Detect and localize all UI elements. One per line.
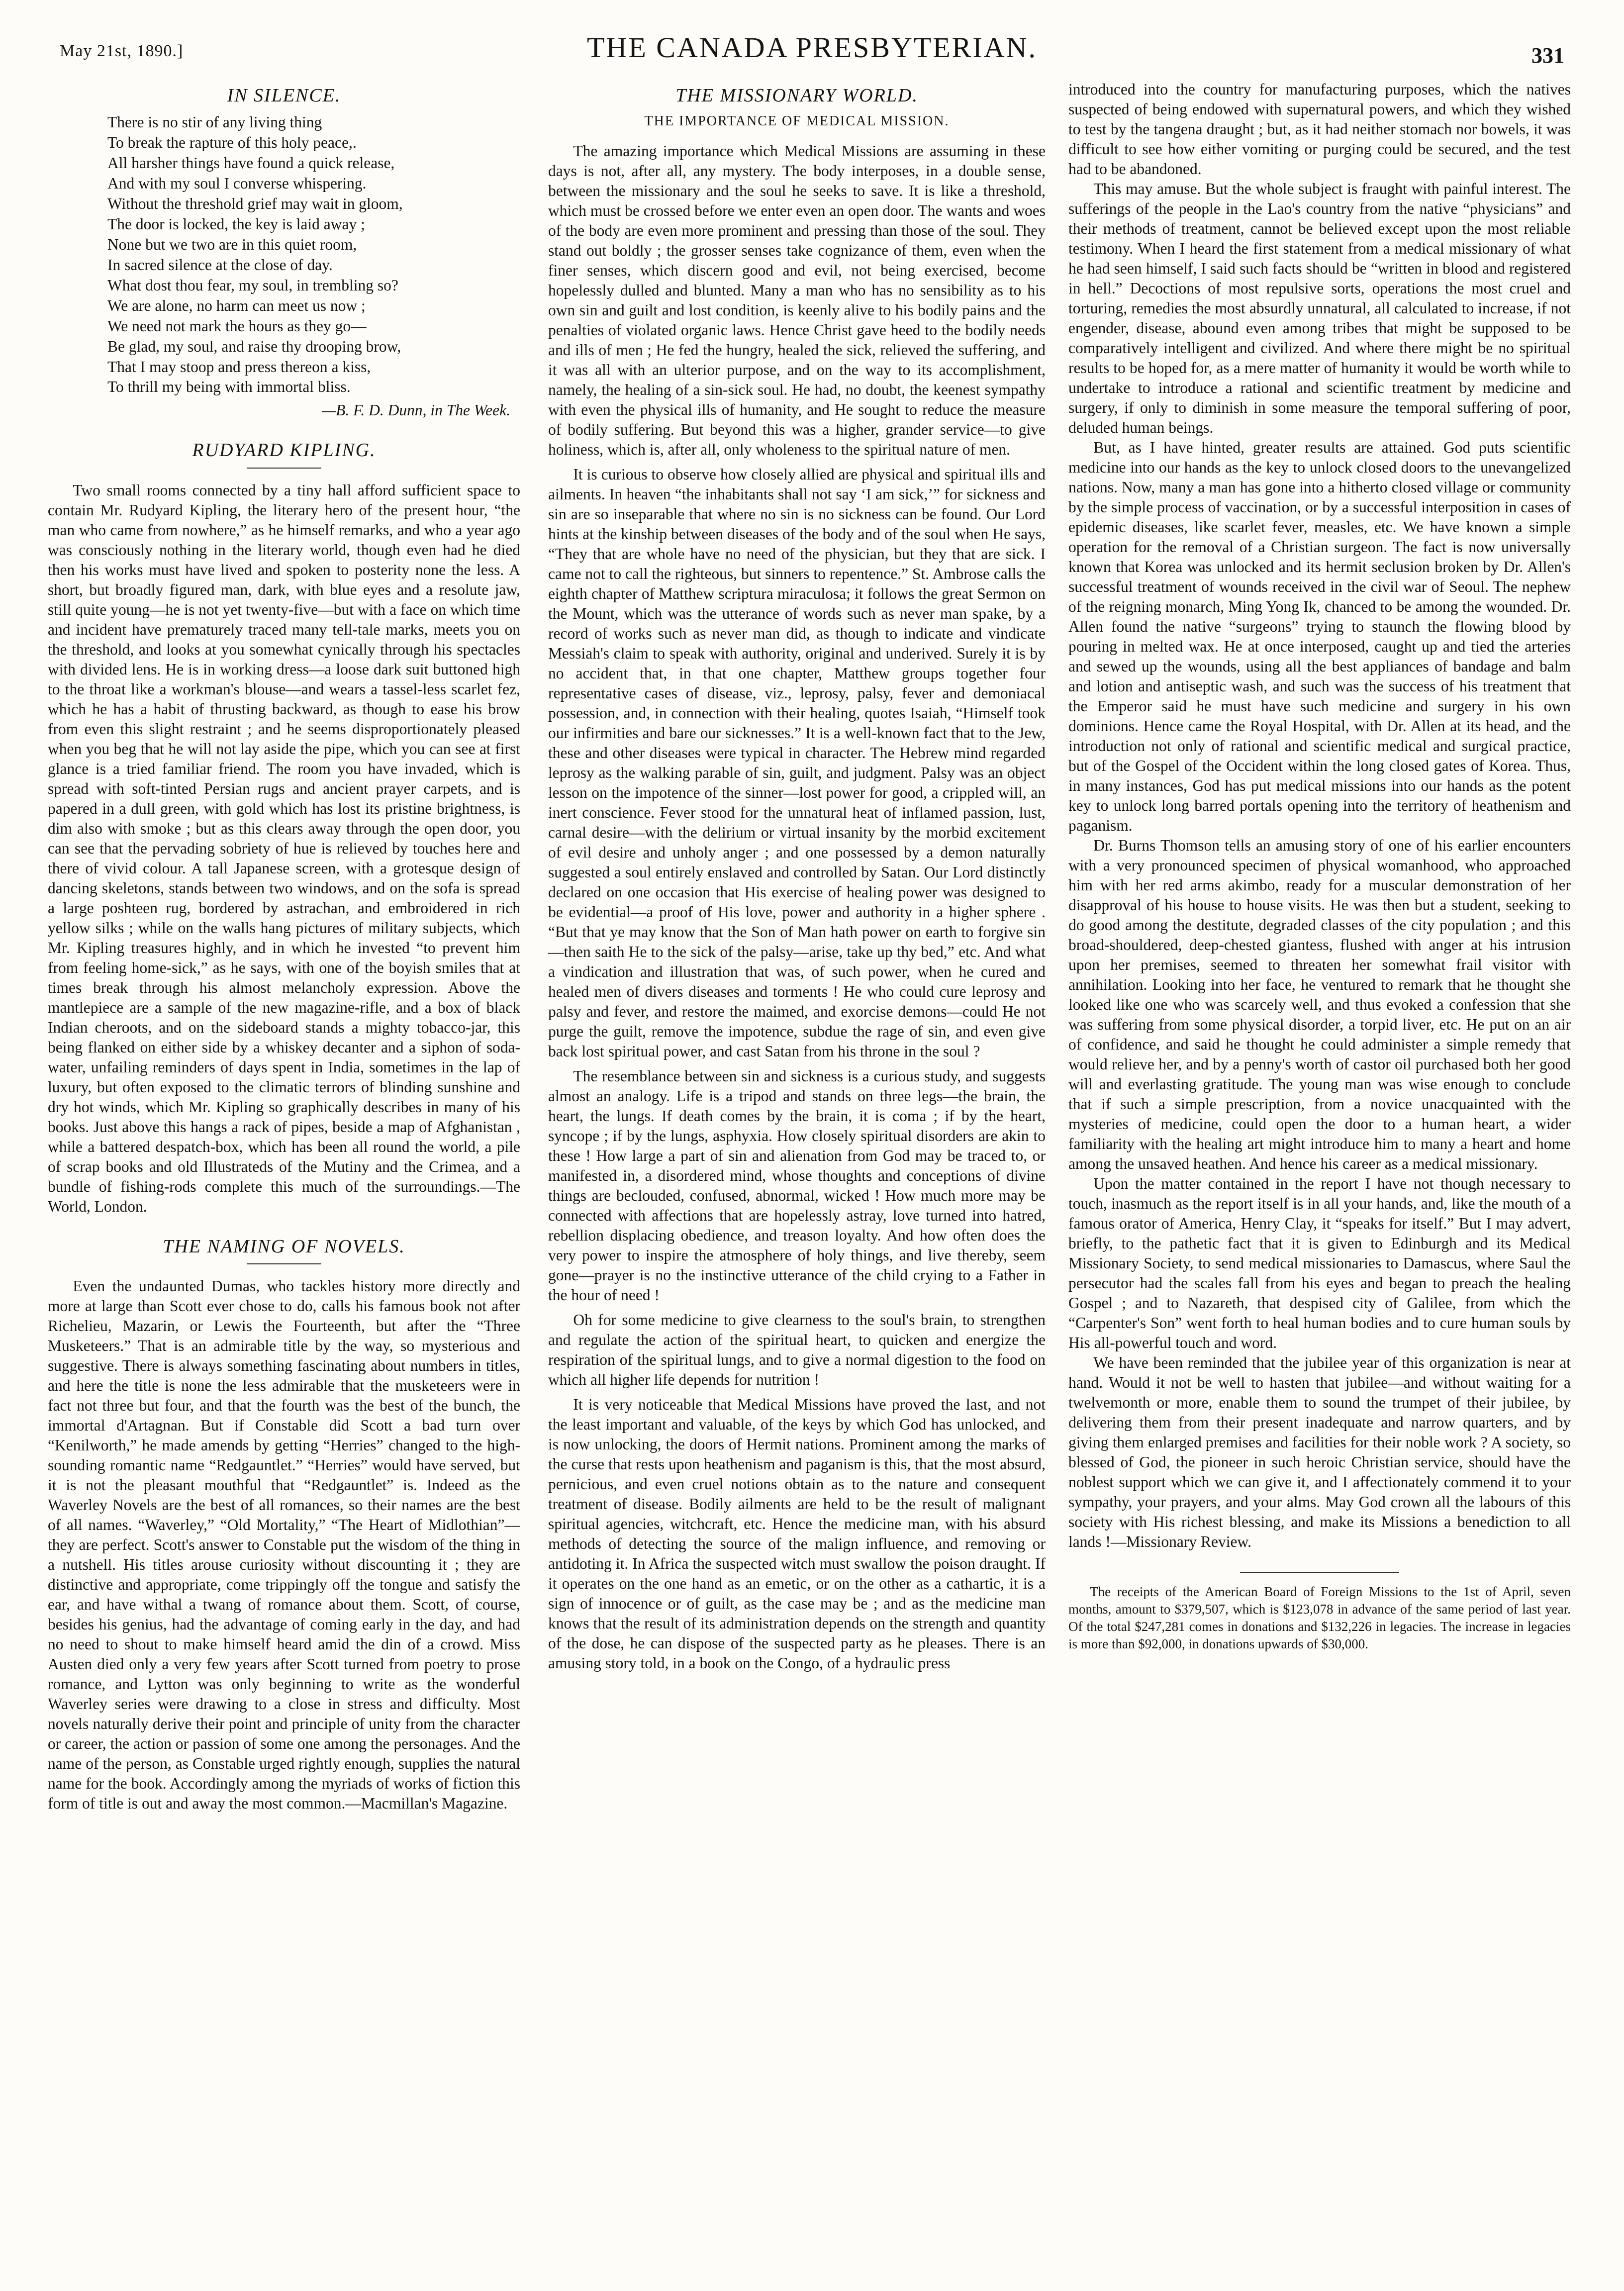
column-middle bbox=[548, 80, 1046, 2268]
news-note-receipts bbox=[1068, 1583, 1571, 1653]
poem-line: Without the threshold grief may wait in gloom, bbox=[107, 195, 403, 212]
article-missionary-world-continued bbox=[1068, 80, 1571, 1552]
section-divider bbox=[1240, 1572, 1399, 1573]
masthead-title: THE CANADA PRESBYTERIAN. bbox=[587, 31, 1037, 64]
poem-line: What dost thou fear, my soul, in trembling so? bbox=[107, 276, 398, 294]
poem-line: The door is locked, the key is laid away ; bbox=[107, 215, 365, 233]
poem-line: All harsher things have found a quick release, bbox=[107, 154, 395, 172]
article-paragraph: introduced into the country for manufacturing purposes, which the natives suspected of being endowed with supernatural powers, and which they wished to test by the tangena draught ; but, as it had neither stomach nor bowels, it was difficult to see how either vomiting or purging could be secured, and the test had to be abandoned. bbox=[1068, 81, 1571, 178]
poem-line: None but we two are in this quiet room, bbox=[107, 235, 357, 253]
poem-line: To break the rapture of this holy peace,. bbox=[107, 134, 357, 152]
article-paragraph: We have been reminded that the jubilee year of this organization is near at hand. Would it not be well to hasten that jubilee—and without waiting for a twelvemonth or more, enable them to sound the trumpet of their jubilee, by delivering them from their present inadequate and narrow quarters, and by giving them enlarged premises and facilities for their noble work ? A society, so blessed of God, the pioneer in such heroic Christian service, should have the noblest support which we can give it, and I affectionately commend it to your sympathy, your prayers, and your alms. May God crown all the labours of this society with His richest blessing, and make its Missions a benediction to all lands !—Missionary Review. bbox=[1068, 1354, 1571, 1550]
article-paragraph: This may amuse. But the whole subject is fraught with painful interest. The sufferings of the people in the Lao's country from the native “physicians” and their methods of treatment, cannot be believed except upon the most reliable testimony. When I heard the first statement from a medical missionary of what he had seen himself, I said such facts should be “written in blood and registered in hell.” Decoctions of most repulsive sorts, operations the most cruel and torturing, remedies the most absurdly unnatural, all calculated to increase, if not engender, disease, abound even among tribes that might be supposed to be comparatively intelligent and civilized. And where there might be no spiritual results to be hoped for, as a mere matter of humanity it would be worth while to undertake to introduce a rational and scientific treatment by medicine and surgery, if only to diminish in some measure the temporal suffering of poor, deluded human beings. bbox=[1068, 180, 1571, 436]
poem-line: Be glad, my soul, and raise thy drooping brow, bbox=[107, 337, 401, 355]
article-paragraph: Two small rooms connected by a tiny hall afford sufficient space to contain Mr. Rudyard Kipling, the literary hero of the present hour, “the man who came from nowhere,” as he himself remarks, and who a year ago was consciously nothing in the literary world, though even had he died then his works must have lived and spoken to posterity none the less. A short, but broadly figured man, dark, with blue eyes and a resolute jaw, still quite young—he is not yet twenty-five—but with a face on which time and incident have prematurely traced many tell-tale marks, meets you on the threshold, and looks at you somewhat cynically through his spectacles with divided lens. He is in working dress—a loose dark suit buttoned high to the throat like a workman's blouse—and wears a tassel-less scarlet fez, which he has a habit of thrusting backward, as though to ease his brow from even this slight restraint ; and he seems disproportionately pleased when you beg that he will not lay aside the pipe, which you can see at first glance is a tried familiar friend. The room you have invaded, which is spread with soft-tinted Persian rugs and ancient prayer carpets, and is papered in a dull green, with gold which has lost its pristine brightness, is dim also with smoke ; but as this clears away through the open door, you can see that the pervading sobriety of hue is relieved by touches here and there of vivid colour. A tall Japanese screen, with a grotesque design of dancing skeletons, stands between two windows, and on the sofa is spread a large poshteen rug, bordered by astrachan, and embroidered in rich yellow silks ; while on the walls hang pictures of military subjects, which Mr. Kipling treasures highly, and in which he invested “to prevent him from feeling home-sick,” as he says, with one of the boyish smiles that at times break through his almost melancholy expression. Above the mantlepiece are a sample of the new magazine-rifle, and a box of black Indian cheroots, and on the sideboard stands a mighty tobacco-jar, this being flanked on either side by a whiskey decanter and a siphon of soda-water, unfailing reminders of days spent in India, sometimes in the lap of luxury, but often exposed to the climatic terrors of blinding sunshine and dry hot winds, which Mr. Kipling so graphically describes in many of his books. Just above this hangs a rack of pipes, beside a map of Afghanistan , while a battered despatch-box, which has been all round the world, a pile of scrap books and old Illustrateds of the Mutiny and the Crimea, and a bundle of fishing-rods complete this much of the surroundings.—The World, London. bbox=[48, 481, 520, 1215]
article-title: RUDYARD KIPLING. bbox=[192, 440, 376, 461]
page-header bbox=[60, 31, 1564, 71]
issue-date: May 21st, 1890.] bbox=[60, 42, 184, 60]
article-paragraph: It is very noticeable that Medical Missions have proved the last, and not the least important and valuable, of the keys by which God has unlocked, and is now unlocking, the doors of Hermit nations. Prominent among the marks of the curse that rests upon heathenism and paganism is this, that the most absurd, pernicious, and even cruel notions obtain as to the nature and consequent treatment of disease. Bodily ailments are held to be the result of malignant spiritual agencies, witchcraft, etc. Hence the medicine man, with his absurd methods of detecting the source of the malign influence, and removing or antidoting it. In Africa the suspected witch must swallow the poison draught. If it operates on the one hand as an emetic, or on the other as a cathartic, it is a sign of innocence or of guilt, as the case may be ; and as the medicine man knows that the result of its administration depends on the strength and quantity of the dose, he can dispose of the suspected party as he pleases. There is an amusing story told, in a book on the Congo, of a hydraulic press bbox=[548, 1395, 1046, 1672]
poem-line: In sacred silence at the close of day. bbox=[107, 256, 333, 274]
column-left bbox=[48, 80, 520, 2268]
poem-line: There is no stir of any living thing bbox=[107, 113, 322, 131]
article-paragraph: Oh for some medicine to give clearness to the soul's brain, to strengthen and regulate the action of the spiritual heart, to quicken and energize the respiration of the spiritual lungs, and to give a normal digestion to the food on which all higher life depends for nutrition ! bbox=[548, 1311, 1046, 1388]
article-paragraph: Upon the matter contained in the report I have not though necessary to touch, inasmuch as the report itself is in all your hands, and, like the mouth of a famous orator of America, Henry Clay, it “speaks for itself.” But I may advert, briefly, to the pathetic fact that it is given to Edinburgh and its Medical Missionary Society, to send medical missionaries to Damascus, where Saul the persecutor had the scales fall from his eyes and began to preach the healing Gospel ; and to Nazareth, that despised city of Galilee, from which the “Carpenter's Son” went forth to heal human bodies and to cure human souls by His all-powerful touch and word. bbox=[1068, 1175, 1571, 1351]
poem-line: And with my soul I converse whispering. bbox=[107, 175, 367, 192]
section-title: THE MISSIONARY WORLD. bbox=[675, 85, 918, 106]
title-rule bbox=[247, 1263, 321, 1264]
article-title: THE NAMING OF NOVELS. bbox=[163, 1236, 405, 1257]
article-paragraph: But, as I have hinted, greater results are attained. God puts scientific medicine into our hands as the key to unlock closed doors to the unevangelized nations. Now, many a man has gone into a hitherto closed village or community by the simple process of vaccination, or by a successful interposition in cases of epidemic diseases, like scarlet fever, measles, etc. We have known a simple operation for the removal of a Christian surgeon. The fact is now universally known that Korea was unlocked and its hermit seclusion broken by Dr. Allen's successful treatment of wounds received in the civil war of Seoul. The nephew of the reigning monarch, Ming Yong Ik, chanced to be among the wounded. Dr. Allen found the native “surgeons” trying to staunch the flowing blood by pouring in melted wax. He at once interposed, caught up and tied the arteries and sewed up the wounds, using all the best appliances of bandage and balm and lotion and antiseptic wash, and such was the success of his treatment that the Emperor said he must have such medicine and surgery in his own dominions. Hence came the Royal Hospital, with Dr. Allen at its head, and the introduction not only of rational and scientific medical and surgical practice, but of the Gospel of the Occident within the long closed gates of Korea. Thus, in many instances, God has put medical missions into our hands as the potent key to unlock long barred portals opening into the territory of heathenism and paganism. bbox=[1068, 439, 1571, 834]
poem-line: That I may stoop and press thereon a kiss, bbox=[107, 358, 371, 376]
title-rule bbox=[247, 468, 321, 469]
article-naming-of-novels bbox=[48, 1235, 520, 1814]
article-paragraph: The resemblance between sin and sickness is a curious study, and suggests almost an analogy. Life is a tripod and stands on three legs—the brain, the heart, the lungs. If death comes by the brain, it is coma ; if by the heart, syncope ; if by the lungs, asphyxia. How closely spiritual disorders are akin to these ! How large a part of sin and alienation from God may be traced to, or manifested in, a disordered mind, whose thoughts and conceptions of divine things are beclouded, confused, abnormal, wicked ! How much more may be connected with affections that are hopelessly astray, love turned into hatred, rebellion displacing obedience, and treason loyalty. And how often does the very power to inspire the atmosphere of holy things, and live thereby, seem gone—prayer is no the instinctive utterance of the child crying to a Father in the hour of need ! bbox=[548, 1067, 1046, 1304]
column-right bbox=[1068, 80, 1571, 2268]
article-paragraph: Dr. Burns Thomson tells an amusing story of one of his earlier encounters with a very pronounced specimen of physical womanhood, who approached him with her red arms akimbo, ready for a muscular demonstration of her disapproval of his house to house visits. He was then but a student, seeking to do good among the destitute, degraded classes of the city population ; and this broad-shouldered, deep-chested giantess, flushed with anger at his intrusion upon her premises, seemed to threaten her somewhat frail visitor with annihilation. Looking into her face, he ventured to remark that he thought she looked like one who was scarcely well, and thus evoked a confession that she was suffering from some physical disorder, a torpid liver, etc. He put on an air of confidence, and said he thought he could administer a simple remedy that would relieve her, and by a penny's worth of castor oil purchased both her good will and everlasting gratitude. The young man was wise enough to conclude that if such a simple prescription, from a novice unacquainted with the mysteries of medicine, could open the door to a human heart, a wider familiarity with the healing art might introduce him to many a heart and home among the unsaved heathen. And hence his career as a medical missionary. bbox=[1068, 837, 1571, 1172]
article-paragraph: The amazing importance which Medical Missions are assuming in these days is not, after all, any mystery. The body interposes, in a double sense, between the missionary and the soul he seeks to save. It is like a threshold, which must be crossed before we enter even an open door. The wants and woes of the body are even more prominent and pressing than those of the soul. They stand out boldly ; the grosser senses take cognizance of them, even when the finer senses, which discern good and evil, not being exercised, become hopelessly dulled and blunted. Many a man who has no sensibility as to his own sin and guilt and lost condition, is keenly alive to his bodily pains and the penalties of violated organic laws. Hence Christ gave heed to the bodily needs and ills of men ; He fed the hungry, healed the sick, relieved the suffering, and it was all with an ulterior purpose, and on the way to its accomplishment, namely, the healing of a sin-sick soul. He had, no doubt, the keenest sympathy with even the physical ills of humanity, and He sought to reduce the measure of bodily suffering. But beyond this was a higher, grander service—to give holiness, which is, after all, only wholeness to the spiritual nature of men. bbox=[548, 142, 1046, 458]
poem-line: We are alone, no harm can meet us now ; bbox=[107, 296, 366, 314]
page-number: 331 bbox=[1531, 43, 1564, 68]
poem-line: We need not mark the hours as they go— bbox=[107, 317, 367, 335]
article-paragraph: Even the undaunted Dumas, who tackles history more directly and more at large than Scott ever chose to do, calls his famous book not after Richelieu, Mazarin, or Lewis the Fourteenth, but after the “Three Musketeers.” That is an admirable title by the way, so mysterious and suggestive. There is always something fascinating about numbers in titles, and here the title is none the less admirable that the musketeers were in fact not three but four, and that the fourth was the best of the bunch, the immortal d'Artagnan. But if Constable did Scott a bad turn over “Kenilworth,” he made amends by getting “Herries” changed to the high-sounding romantic name “Redgauntlet.” “Herries” would have served, but it is not the pleasant mouthful that “Redgauntlet” is. Indeed as the Waverley Novels are the best of all romances, so their names are the best of all names. “Waverley,” “Old Mortality,” “The Heart of Midlothian”—they are perfect. Scott's answer to Constable put the wisdom of the thing in a nutshell. His titles arouse curiosity without discounting it ; they are distinctive and appropriate, come trippingly off the tongue and satisfy the ear, and have withal a twang of romance about them. Scott, of course, besides his genius, had the advantage of coming early in the day, and had no need to shout to make himself heard amid the din of a crowd. Miss Austen died only a very few years after Scott turned from poetry to prose romance, and Lytton was only beginning to write as the wonderful Waverley series were drawing to a close in stress and difficulty. Most novels naturally derive their point and principle of unity from the character or career, the action or passion of some one among the personages. And the name of the person, as Constable urged rightly enough, supplies the natural name for the book. Accordingly among the myriads of works of fiction this form of title is out and away the most common.—Macmillan's Magazine. bbox=[48, 1277, 520, 1812]
poem-attribution: —B. F. D. Dunn, in The Week. bbox=[322, 401, 510, 419]
article-rudyard-kipling bbox=[48, 438, 520, 1216]
poem-in-silence bbox=[48, 84, 520, 420]
article-paragraph: It is curious to observe how closely allied are physical and spiritual ills and ailments. In heaven “the inhabitants shall not say ‘I am sick,’” for sickness and sin are so inseparable that where no sin is no sickness can be found. Our Lord hints at the kinship between diseases of the body and of the soul when He says, “They that are whole have no need of the physician, but they that are sick. I came not to call the righteous, but sinners to repentence.” St. Ambrose calls the eighth chapter of Matthew scriptura miraculosa; it follows the great Sermon on the Mount, which was the utterance of words such as never man spake, by a record of works such as never man did, as though to indicate and vindicate Messiah's claim to speak with authority, original and underived. Surely it is by no accident that, in that one chapter, Matthew groups together four representative cases of disease, viz., leprosy, palsy, fever and demoniacal possession, and, in connection with their healing, quotes Isaiah, “Himself took our infirmities and bare our sicknesses.” It is a well-known fact that to the Jew, these and other diseases were typical in character. The Hebrew mind regarded leprosy as the walking parable of sin, guilt, and judgment. Palsy was an object lesson on the impotence of the sinner—lost power for good, a crippled will, an inert conscience. Fever stood for the unnatural heat of inflamed passion, lust, carnal desire—with the delirium or virtual insanity by the morbid excitement of evil desire and unholy anger ; and one possessed by a demon naturally suggested a soul entirely enslaved and controlled by Satan. Our Lord distinctly declared on one occasion that His exercise of healing power was designed to be evidential—a proof of His love, power and authority in a higher sphere . “But that ye may know that the Son of Man hath power on earth to forgive sin—then saith He to the sick of the palsy—arise, take up thy bed,” etc. And what a vindication and illustration that was, of such power, when he cured and healed men of divers diseases and torments ! He who could cure leprosy and palsy and fever, and restore the maimed, and exorcise demons—could He not purge the guilt, remove the impotence, subdue the rage of sin, and even give back lost spiritual power, and cast Satan from his throne in the soul ? bbox=[548, 465, 1046, 1060]
poem-body bbox=[107, 112, 520, 397]
poem-title: IN SILENCE. bbox=[227, 85, 341, 106]
article-subtitle: THE IMPORTANCE OF MEDICAL MISSION. bbox=[644, 113, 950, 129]
note-paragraph: The receipts of the American Board of Foreign Missions to the 1st of April, seven months, amount to $379,507, which is $123,078 in advance of the same period of last year. Of the total $247,281 comes in donations and $132,226 in legacies. The increase in legacies is more than $92,000, in donations upwards of $30,000. bbox=[1068, 1584, 1571, 1652]
article-missionary-world bbox=[548, 84, 1046, 1673]
poem-line: To thrill my being with immortal bliss. bbox=[107, 378, 351, 396]
